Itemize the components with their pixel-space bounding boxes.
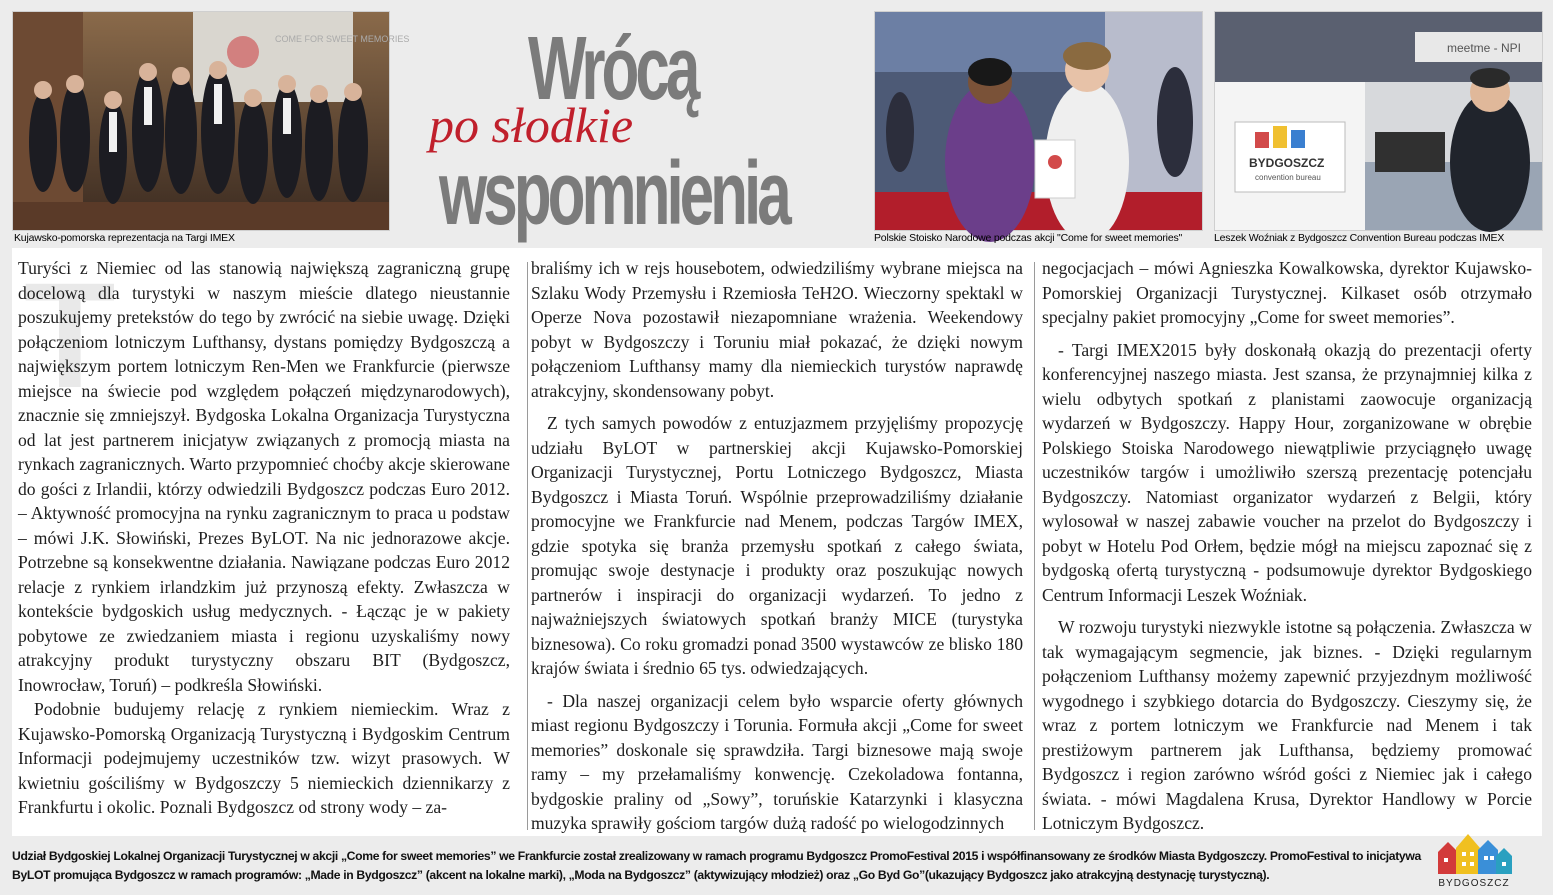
booth-brand-subtext: convention bureau bbox=[1255, 173, 1321, 182]
caption-national-stand: Polskie Stoisko Narodowe podczas akcji "Come for sweet memories" bbox=[874, 232, 1183, 244]
banner-text: COME FOR SWEET MEMORIES bbox=[275, 34, 410, 44]
paragraph: Turyści z Niemiec od las stanowią największą zagraniczną grupę docelową dla turystyki w naszym mieście dlatego nieustannie poszukujemy pretekstów do tego by zwrócić na siebie uwagę. Dzięki połączeniom lotniczym Lufthansy, dystans pomiędzy Bydgoszczą a największym portem lotniczym Ren-Men we Frankfurcie (pierwsze miejsce na świecie pod względem połączeń międzynarodowych), znacznie się zmniejszył. Bydgoska Lokalna Organizacja Turystyczna od lat jest partnerem inicjatyw związanych z promocją miasta na rynkach zagranicznych. Warto przypomnieć choćby akcje skierowane do gości z Irlandii, którzy odwiedzili Bydgoszcz podczas Euro 2012. – Aktywność promocyjna na rynku zagranicznym to praca u podstaw – mówi J.K. Słowiński, Prezes ByLOT. Na nic jednorazowe akcje. Potrzebne są konsekwentne działania. Nawiązane podczas Euro 2012 relacje z rynkiem irlandzkim już przynoszą efekty. Zwłaszcza w kontekście bydgoskich usług medycznych. - Łącząc je w pakiety pobytowe ze zwiedzaniem miasta i regionu uzyskaliśmy nowy atrakcyjny produkt turystyczny obszaru BIT (Bydgoszcz, Inowrocław, Toruń) – podkreśla Słowiński. bbox=[18, 258, 510, 695]
caption-delegation: Kujawsko-pomorska reprezentacja na Targi IMEX bbox=[14, 232, 235, 244]
article-column-2 bbox=[531, 256, 1023, 836]
article-body bbox=[12, 248, 1542, 836]
bydgoszcz-logo bbox=[1432, 830, 1516, 892]
photo-national-stand bbox=[874, 11, 1203, 231]
paragraph: W rozwoju turystyki niezwykle istotne są połączenia. Zwłaszcza w tak wymagającym segmencie, jak biznes. - Dzięki regularnym połączeniom Lufthansy możemy zapewnić przyjezdnym możliwość wygodnego i szybkiego dotarcia do Bydgoszczy. Cieszymy się, że wraz z portem lotniczym we Frankfurcie nad Menem i tak prestiżowym partnerem jak Lufthansa, będziemy promować Bydgoszcz i region zarówno wśród gości z Niemiec jak i całego świata. - mówi Magdalena Krusa, Dyrektor Handlowy w Porcie Lotniczym Bydgoszcz. bbox=[1042, 617, 1532, 833]
paragraph: - Dla naszej organizacji celem było wsparcie oferty głównych miast regionu Bydgoszczy i Torunia. Formuła akcji „Come for sweet memories” doskonale się sprawdziła. Targi biznesowe mają swoje ramy – my przełamaliśmy konwencję. Czekoladowa fontanna, bydgoskie praliny od „Sowy”, toruńskie Katarzynki i klasyczna muzyka sprawiły gościom targów dużą radość po wielogodzinnych bbox=[531, 690, 1023, 833]
paragraph: negocjacjach – mówi Agnieszka Kowalkowska, dyrektor Kujawsko-Pomorskiej Organizacji Turystycznej. Kilkaset osób otrzymało specjalny pakiet promocyjny „Come for sweet memories”. bbox=[1042, 258, 1532, 327]
booth-brand-text: BYDGOSZCZ bbox=[1249, 156, 1325, 170]
logo-text: BYDGOSZCZ bbox=[1438, 878, 1510, 889]
headline-line2: wspomnienia bbox=[439, 144, 788, 245]
paragraph: - Targi IMEX2015 były doskonałą okazją do prezentacji oferty konferencyjnej naszego miasta. Jest szansa, że przynajmniej kilka z wielu odbytych spotkań z planistami zaowocuje organizacją wydarzeń w Bydgoszczy. Happy Hour, zorganizowane w obrębie Polskiego Stoiska Narodowego niewątpliwie przyciągnęło uwagę uczestników targów i umożliwiło szerszą prezentację potencjału Bydgoszczy. Natomiast organizator wydarzeń z Belgii, który wylosował w naszej zabawie voucher na przelot do Bydgoszczy i pobyt w Hotelu Pod Orłem, będzie mógł na miejscu zapoznać się z bydgoską ofertą turystyczną - podsumowuje dyrektor Bydgoskiego Centrum Informacji Leszek Woźniak. bbox=[1042, 339, 1532, 605]
paragraph: Podobnie budujemy relację z rynkiem niemieckim. Wraz z Kujawsko-Pomorską Organizacją Turystyczną i Bydgoskim Centrum Informacji podejmujemy uczestników tzw. wizyt prasowych. W kwietniu gościliśmy w Bydgoszczy 5 niemieckich dziennikarzy z Frankfurtu i okolic. Poznali Bydgoszcz od strony wody – za- bbox=[18, 699, 510, 817]
paragraph: Z tych samych powodów z entuzjazmem przyjęliśmy propozycję udziału ByLOT w partnerskiej akcji Kujawsko-Pomorskiej Organizacji Turystycznej, Portu Lotniczego Bydgoszcz, Miasta Bydgoszcz i Miasta Toruń. Wspólnie przeprowadziliśmy działanie promocyjne we Frankfurcie nad Menem, podczas Targów IMEX, gdzie spotyka się branża przemysłu spotkań z całego świata, promując swoje destynacje i produkty oraz poszukując nowych partnerów i inspiracji do organizacji wydarzeń. To jedno z najważniejszych światowych spotkań branży MICE (turystyka biznesowa). Co roku gromadzi ponad 3500 wystawców ze blisko 180 krajów świata i średnio 65 tys. odwiedzających. bbox=[531, 413, 1023, 678]
convention-bureau-photo-illustration bbox=[1215, 12, 1542, 230]
paragraph: braliśmy ich w rejs housebotem, odwiedziliśmy wybrane miejsca na Szlaku Wody Przemysłu i Rzemiosła TeH2O. Wieczorny spektakl w Operze Nova pozostawił niezapomniane wrażenia. Weekendowy pobyt w Bydgoszczy i Toruniu miał pokazać, że dzięki nowym połączeniom Lufthansy mamy dla niemieckich turystów naprawdę atrakcyjny, skondensowany pobyt. bbox=[531, 258, 1023, 401]
column-divider bbox=[1034, 262, 1035, 830]
houses-logo-icon bbox=[1432, 830, 1516, 878]
funding-note bbox=[12, 847, 1422, 885]
headline-line1: Wrócą bbox=[528, 19, 697, 120]
booth-sign-text: meetme - NPI bbox=[1447, 41, 1522, 55]
funding-note-line2: ByLOT promująca Bydgoszcz w ramach programów: „Made in Bydgoszcz” (akcent na lokalne marki), „Moda na Bydgoszcz” (aktywizujący młodzież) oraz „Go Byd Go”(ukazujący Bydgoszcz jako atrakcyjną destynację turystyczną). bbox=[12, 868, 1270, 882]
dropcap: T bbox=[24, 251, 116, 419]
article-column-1 bbox=[18, 251, 510, 820]
headline bbox=[395, 8, 870, 243]
delegation-photo-illustration bbox=[13, 12, 410, 230]
funding-note-line1: Udział Bydgoskiej Lokalnej Organizacji Turystycznej w akcji „Come for sweet memories” we Frankfurcie został zrealizowany w ramach programu Bydgoszcz PromoFestival 2015 i współfinansowany ze środków Miasta Bydgoszczy. PromoFestival to inicjatywa bbox=[12, 849, 1421, 863]
article-column-3 bbox=[1042, 256, 1532, 836]
photo-delegation bbox=[12, 11, 410, 231]
headline-script: po słodkie bbox=[429, 97, 634, 153]
column-divider bbox=[527, 262, 528, 830]
caption-convention-bureau: Leszek Woźniak z Bydgoszcz Convention Bureau podczas IMEX bbox=[1214, 232, 1505, 244]
photo-convention-bureau bbox=[1214, 11, 1543, 231]
national-stand-photo-illustration bbox=[875, 12, 1202, 230]
